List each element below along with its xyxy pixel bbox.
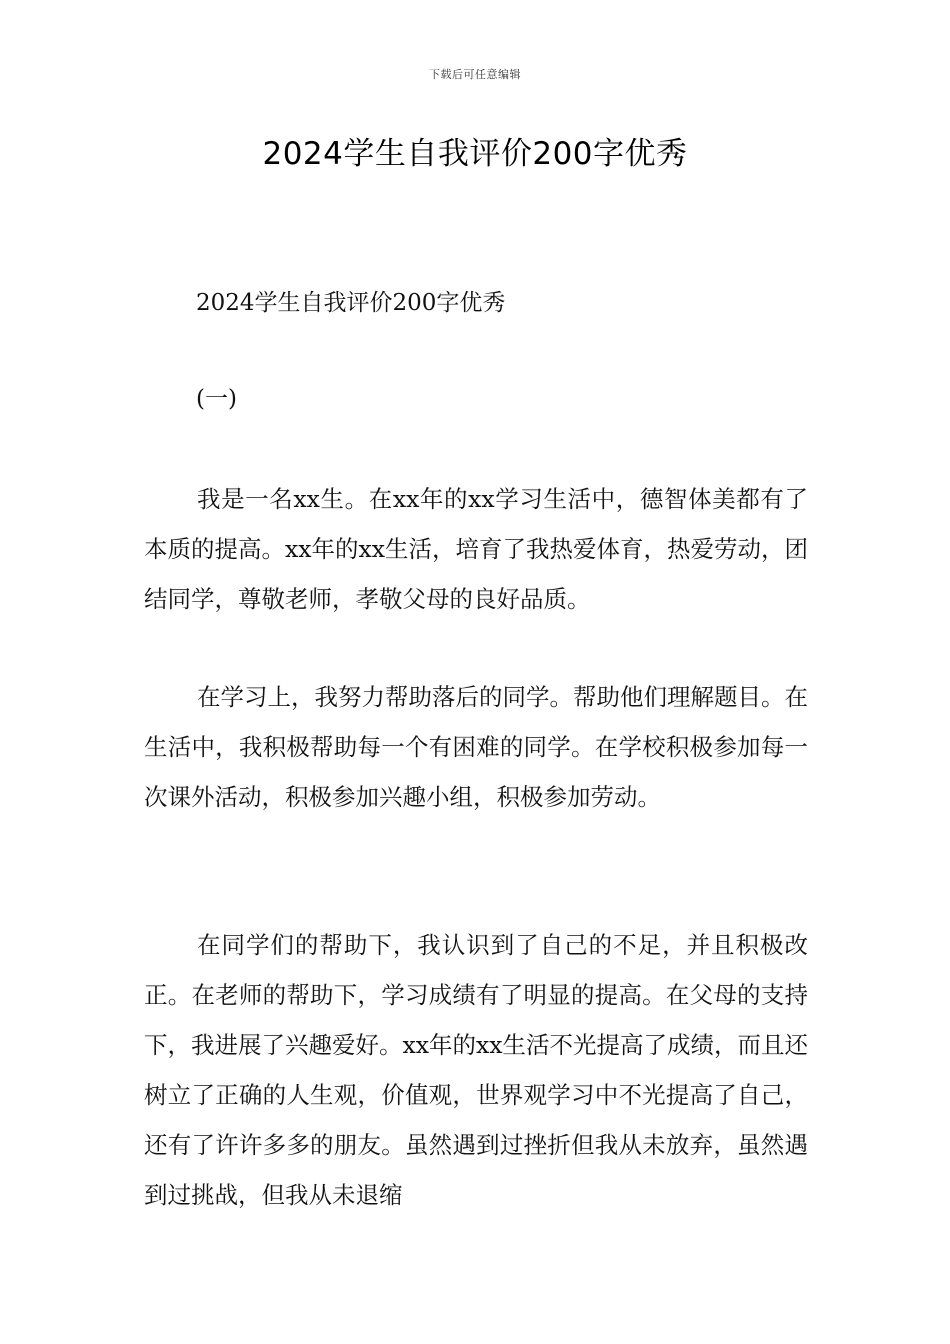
section-marker: (一) [196, 386, 237, 412]
document-title: 2024学生自我评价200字优秀 [262, 136, 688, 172]
paragraph: 在学习上，我努力帮助落后的同学。帮助他们理解题目。在生活中，我积极帮助每一个有困难的同学。在学校积极参加每一次课外活动，积极参加兴趣小组，积极参加劳动。 [144, 683, 808, 811]
paragraph: 我是一名xx生。在xx年的xx学习生活中，德智体美都有了本质的提高。xx年的xx生活，培育了我热爱体育，热爱劳动，团结同学，尊敬老师，孝敬父母的良好品质。 [144, 485, 809, 613]
document-subtitle: 2024学生自我评价200字优秀 [196, 290, 506, 316]
paragraph: 在同学们的帮助下，我认识到了自己的不足，并且积极改正。在老师的帮助下，学习成绩有了明显的提高。在父母的支持下，我进展了兴趣爱好。xx年的xx生活不光提高了成绩，而且还树立了正确的人生观，价值观，世界观学习中不光提高了自己，还有了许许多多的朋友。虽然遇到过挫折但我从未放弃，虽然遇到过挑战，但我从未退缩 [144, 931, 809, 1209]
header-note: 下载后可任意编辑 [429, 68, 521, 81]
